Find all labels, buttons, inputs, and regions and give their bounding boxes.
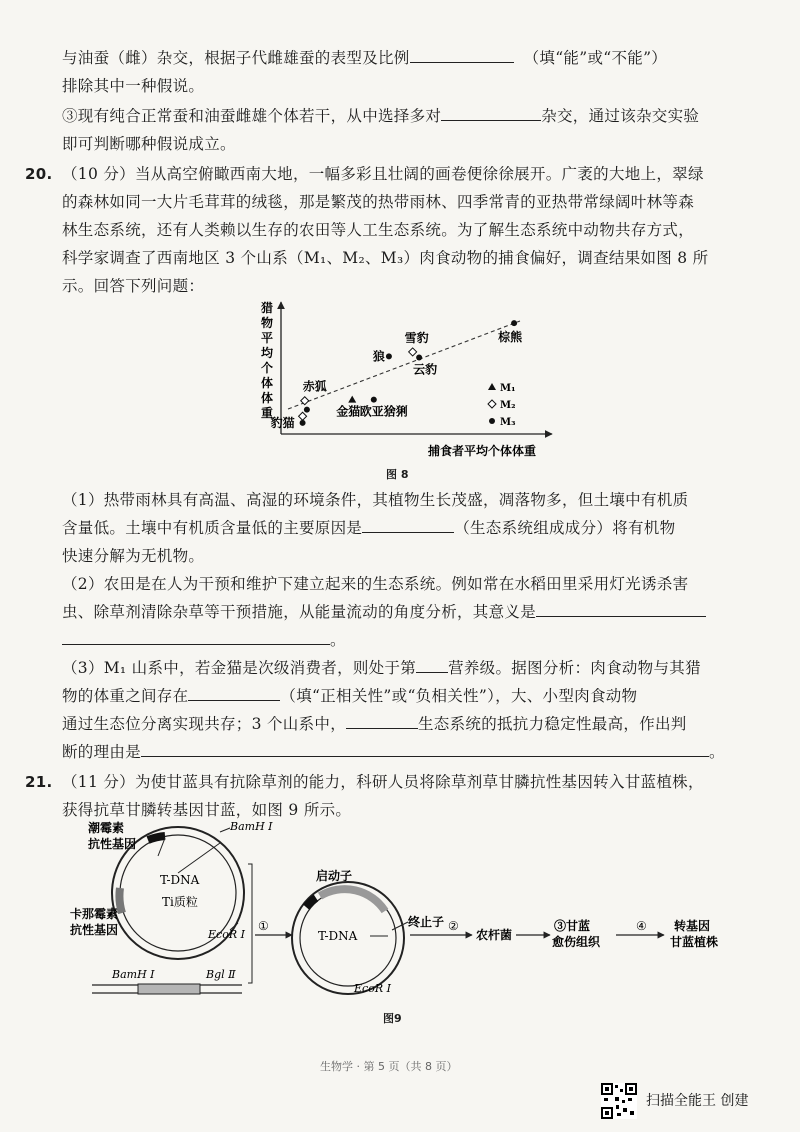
legend-marker [488,383,496,390]
legend-label: M₁ [500,383,516,394]
point-label: 金猫 [336,404,361,419]
question-number: 21. [25,773,53,791]
point-label: 欧亚猞猁 [359,404,408,419]
y-axis-label-char: 平 [261,331,274,345]
hyg-label: 潮霉素 [88,821,125,835]
kan-label: 卡那霉素 [70,907,119,921]
point-label: 赤狐 [302,379,327,394]
point-label: 云豹 [413,362,438,377]
point-label: 狼 [372,349,385,364]
text-line: 虫、除草剂清除杂草等干预措施，从能量流动的角度分析，其意义是 [62,597,706,628]
scatter-point-M₁ [348,396,356,403]
figure-9-diagram [70,818,730,1008]
point-label: 雪豹 [404,330,429,345]
ecori-label-left: EcoR Ⅰ [208,928,245,941]
point-label: 棕熊 [498,330,523,345]
text-line: 快速分解为无机物。 [62,547,205,565]
text-line: 。 [62,625,346,656]
text-line: 示。回答下列问题： [62,277,205,295]
kan-label-2: 抗性基因 [70,923,119,937]
tdna-label-left: T-DNA [160,873,200,887]
bamhi-label-bottom: BamH Ⅰ [112,968,155,981]
glyphosate-resistance-gene [138,984,200,994]
bracket [248,864,252,983]
figure-8-caption: 图 8 [386,468,409,481]
y-axis-label-char: 体 [261,376,274,390]
figure-9-caption: 图9 [383,1012,402,1025]
agrobacterium-label: 农杆菌 [476,928,513,942]
scatter-point-M₃ [371,397,377,403]
ti-plasmid-label: Ti质粒 [162,895,198,909]
answer-blank[interactable] [346,710,418,729]
step-3: ③甘蓝 [554,919,591,933]
page-footer: 生物学 · 第 5 页（共 8 页） [320,1060,458,1073]
legend-label: M₃ [500,417,516,428]
result-label-1: 转基因 [674,919,711,933]
text-line: 断的理由是 。 [62,737,725,768]
point-label: 豹猫 [270,415,295,430]
step-4: ④ [636,919,647,933]
answer-blank[interactable] [410,44,514,63]
scatter-point-M₂ [299,412,307,420]
text-line: 获得抗草甘膦转基因甘蓝，如图 9 所示。 [62,801,352,819]
callus-label: 愈伤组织 [552,935,601,949]
y-axis-label-char: 均 [261,346,274,360]
legend-label: M₂ [500,400,516,411]
text-line: （3）M₁ 山系中，若金猫是次级消费者，则处于第 营养级。据图分析：肉食动物与其猎 [62,653,701,684]
text-line: ③现有纯合正常蚕和油蚕雌雄个体若干，从中选择多对 杂交，通过该杂交实验 [62,101,699,132]
text-line: 的森林如同一大片毛茸茸的绒毯，那是繁茂的热带雨林、四季常青的亚热带常绿阔叶林等森 [62,193,695,211]
scatter-point-M₂ [409,348,417,356]
scatter-point-M₃ [386,353,392,359]
legend-marker [488,400,496,408]
scatter-point-M₃ [416,354,422,360]
y-axis-label [260,300,274,420]
text-line: 排除其中一种假说。 [62,77,205,95]
answer-blank[interactable] [188,682,280,701]
text-line: 含量低。土壤中有机质含量低的主要原因是 （生态系统组成成分）将有机物 [62,513,675,544]
x-axis-label: 捕食者平均个体体重 [428,444,537,458]
text-line: 与油蚕（雌）杂交，根据子代雌雄蚕的表型及比例 （填“能”或“不能”） [62,43,667,74]
text-line: 林生态系统，还有人类赖以生存的农田等人工生态系统。为了解生态系统中动物共存方式， [62,221,695,239]
answer-blank[interactable] [441,102,541,121]
text-line: （10 分）当从高空俯瞰西南大地，一幅多彩且壮阔的画卷便徐徐展开。广袤的大地上，翠绿 [62,165,704,183]
inserted-gene-segment [320,889,385,911]
step-2: ② [448,919,459,933]
bglii-label: Bgl Ⅱ [206,968,236,981]
terminator-label: 终止子 [408,915,445,929]
hyg-label-2: 抗性基因 [88,837,137,851]
text-line: （1）热带雨林具有高温、高湿的环境条件，其植物生长茂盛，凋落物多，但土壤中有机质 [62,491,689,509]
result-label-2: 甘蓝植株 [670,935,719,949]
text-line: 物的体重之间存在 （填“正相关性”或“负相关性”），大、小型肉食动物 [62,681,637,712]
kan-resistance-gene [119,888,122,913]
step-1: ① [258,919,269,933]
answer-blank[interactable] [62,626,330,645]
qr-code-icon [601,1083,637,1119]
text-line: （11 分）为使甘蓝具有抗除草剂的能力，科研人员将除草剂草甘膦抗性基因转入甘蓝植株， [62,773,704,791]
tdna-label-right: T-DNA [318,929,358,943]
text-line: 通过生态位分离实现共存；3 个山系中， 生态系统的抵抗力稳定性最高，作出判 [62,709,687,740]
answer-blank[interactable] [141,738,709,757]
answer-blank[interactable] [536,598,706,617]
promoter-label: 启动子 [316,869,353,883]
question-number: 20. [25,165,53,183]
y-axis-label-char: 个 [261,361,274,375]
chart-legend [488,383,515,428]
scatter-point-M₃ [511,320,517,326]
y-axis-label-char: 猎 [261,301,274,315]
text-line: （2）农田是在人为干预和维护下建立起来的生态系统。例如常在水稻田里采用灯光诱杀害 [62,575,689,593]
ecori-label-right: EcoR Ⅰ [354,982,391,995]
bamhi-pointer [220,828,230,832]
y-axis-label-char: 体 [261,391,274,405]
text-line: 即可判断哪种假说成立。 [62,135,236,153]
scanner-credit: 扫描全能王 创建 [646,1093,749,1109]
t-dna-pointer [178,843,220,873]
y-axis-label-char: 物 [261,316,274,330]
answer-blank[interactable] [416,654,448,673]
bamhi-label-top: BamH Ⅰ [230,820,273,833]
scatter-point-M₃ [304,407,310,413]
hyg-resistance-gene [148,836,165,840]
figure-8-chart [240,298,560,460]
y-axis-label-char: 重 [261,406,274,420]
answer-blank[interactable] [362,514,454,533]
text-line: 科学家调查了西南地区 3 个山系（M₁、M₂、M₃）肉食动物的捕食偏好，调查结果如图 8 所 [62,249,709,267]
legend-marker [489,418,495,424]
